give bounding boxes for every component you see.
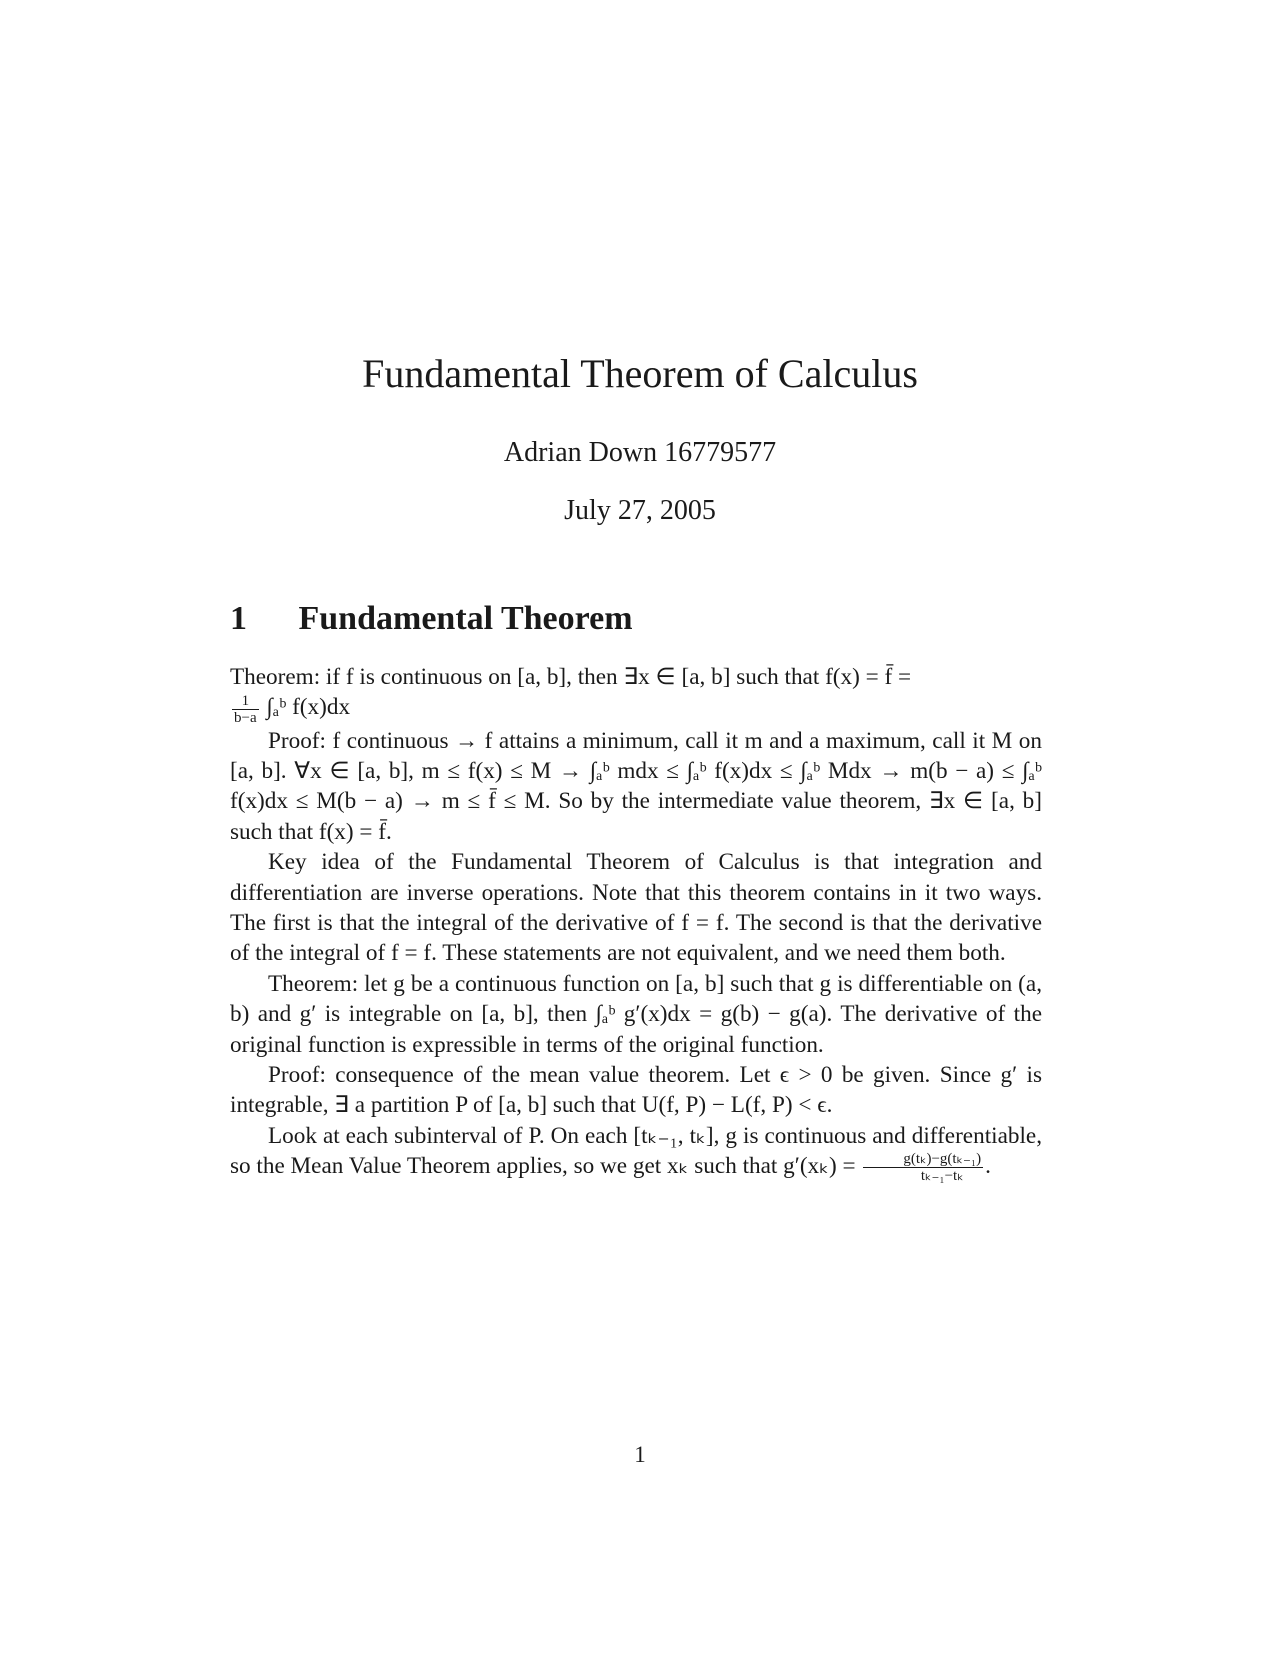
fraction: [232, 693, 259, 726]
section-title: Fundamental Theorem: [298, 600, 633, 637]
fraction-numerator: g(tₖ)−g(tₖ₋₁): [863, 1151, 983, 1168]
paragraph-subinterval: [230, 1121, 1042, 1185]
fraction-denominator: b−a: [234, 709, 257, 726]
paragraph-theorem-mean-value: [230, 662, 1042, 726]
integral-expression: ∫ₐᵇ f(x)dx: [266, 694, 351, 721]
section-heading: [230, 600, 633, 638]
fraction-denominator: tₖ₋₁−tₖ: [920, 1168, 964, 1185]
paragraph-theorem-ftc: Theorem: let g be a continuous function on [a, b] such that g is differentiable on (a, b) and g′ is integrable on [a, b], then ∫ₐᵇ g′(x)dx = g(b) − g(a). The derivative of the original function is expressible in terms of the original function.: [230, 970, 1042, 1058]
sentence-end: .: [985, 1153, 991, 1180]
fraction-numerator: 1: [232, 693, 259, 710]
document-title: Fundamental Theorem of Calculus: [362, 351, 918, 396]
page-number: 1: [634, 1442, 646, 1467]
section-number: 1: [230, 600, 247, 637]
body-text: [230, 662, 1042, 1184]
document-date: July 27, 2005: [564, 495, 716, 526]
paragraph-proof-2: Proof: consequence of the mean value theorem. Let ϵ > 0 be given. Since g′ is integrable, ∃ a partition P of [a, b] such that U(f, P) − L(f, P) < ϵ.: [230, 1062, 1042, 1119]
paragraph-key-idea: Key idea of the Fundamental Theorem of Calculus is that integration and differentiation are inverse operations. Note that this theorem contains in it two ways. The first is that the integral of the derivative of f = f. The second is that the derivative of the integral of f = f. These statements are not equivalent, and we need them both.: [230, 849, 1042, 967]
fraction: [863, 1151, 983, 1184]
paragraph-text: Look at each subinterval of P. On each [tₖ₋₁, tₖ], g is continuous and differentiable, so the Mean Value Theorem applies, so we get xₖ such that g′(xₖ) =: [230, 1122, 1042, 1180]
paragraph-proof-1: Proof: f continuous → f attains a minimum, call it m and a maximum, call it M on [a, b]. ∀x ∈ [a, b], m ≤ f(x) ≤ M → ∫ₐᵇ mdx ≤ ∫ₐᵇ f(x)dx ≤ ∫ₐᵇ Mdx → m(b − a) ≤ ∫ₐᵇ f(x)dx ≤ M(b − a) → m ≤ f̄ ≤ M. So by the intermediate value theorem, ∃x ∈ [a, b] such that f(x) = f̄.: [230, 727, 1042, 845]
author-line: Adrian Down 16779577: [503, 437, 777, 468]
paragraph-text: Theorem: if f is continuous on [a, b], then ∃x ∈ [a, b] such that f(x) = f̄ =: [230, 664, 912, 690]
